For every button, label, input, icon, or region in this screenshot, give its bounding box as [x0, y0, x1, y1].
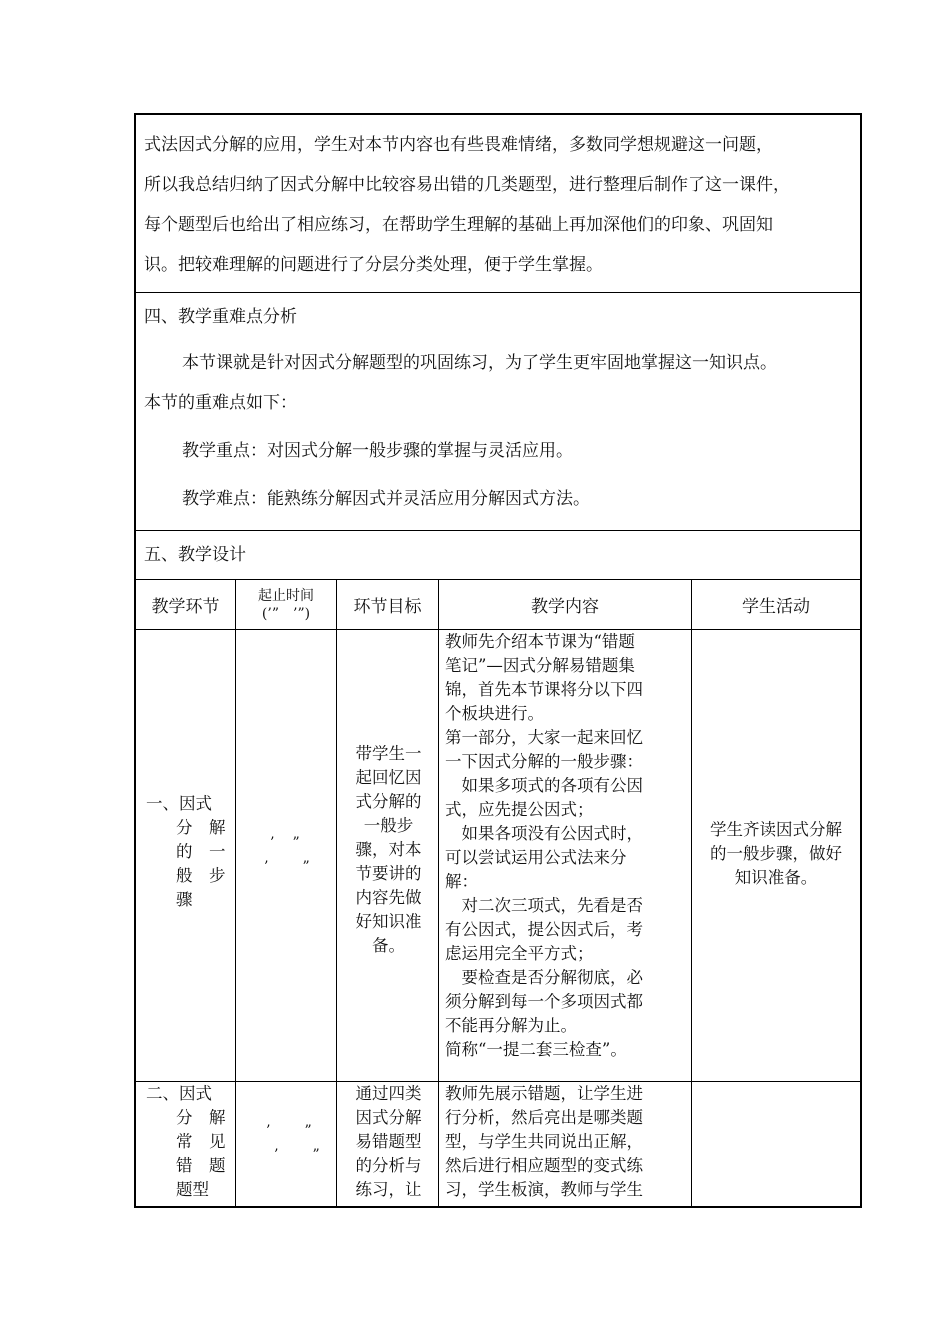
intro-line: 每个题型后也给出了相应练习，在帮助学生理解的基础上再加深他们的印象、巩固知	[144, 215, 773, 235]
time-cell: ’ ” ’ ”	[236, 630, 337, 1081]
time-cell: ’ ” ’ ”	[236, 1082, 337, 1208]
stage-cell: 一、因式 分 解 的 一 般 步 骤	[146, 794, 226, 909]
intro-line: 所以我总结归纳了因式分解中比较容易出错的几类题型，进行整理后制作了这一课件，	[144, 175, 790, 195]
difficult-point: 教学难点：能熟练分解因式并灵活应用分解因式方法。	[182, 489, 590, 509]
intro-section	[136, 115, 860, 293]
table-header-row	[136, 580, 860, 630]
activity-cell: 学生齐读因式分解 的一般步骤，做好 知识准备。	[710, 820, 842, 887]
intro-line: 式法因式分解的应用，学生对本节内容也有些畏难情绪，多数同学想规避这一问题，	[144, 135, 773, 155]
stage-cell: 二、因式 分 解 常 见 错 题 题型	[146, 1084, 226, 1199]
section-heading: 五、教学设计	[144, 545, 246, 565]
document-page	[134, 113, 862, 1208]
header-content: 教学内容	[439, 580, 692, 629]
section-heading: 四、教学重难点分析	[144, 307, 297, 327]
key-point: 教学重点：对因式分解一般步骤的掌握与灵活应用。	[182, 441, 573, 461]
table-row	[136, 1082, 860, 1208]
content-cell: 教师先介绍本节课为“错题 笔记”—因式分解易错题集 锦，首先本节课将分以下四 个板块进行。 第一部分，大家一起来回忆 一下因式分解的一般步骤： 如果多项式的各项有公因 式，应先提公因式； 如果各项没有公因式时， 可以尝试运用公式法来分 解： 对二次三项式，先看是否 有公因式，提公因式后，考 虑运用完全平方式； 要检查是否分解彻底，必 须分解到每一个多项因式都 不能再分解为止。 简称“一提二套三检查”。	[445, 632, 643, 1059]
header-stage: 教学环节	[136, 580, 236, 629]
section-key-points	[136, 293, 860, 531]
intro-line: 识。把较难理解的问题进行了分层分类处理，便于学生掌握。	[144, 255, 603, 275]
header-goal: 环节目标	[337, 580, 439, 629]
header-time: 起止时间 (’” ’”)	[236, 580, 337, 629]
section-design	[136, 531, 860, 580]
activity-cell	[692, 1082, 860, 1208]
goal-cell: 通过四类 因式分解 易错题型 的分析与 练习，让	[355, 1084, 422, 1199]
section-paragraph: 本节课就是针对因式分解题型的巩固练习，为了学生更牢固地掌握这一知识点。	[182, 353, 777, 373]
content-cell: 教师先展示错题，让学生进 行分析，然后亮出是哪类题 型，与学生共同说出正解， 然后进行相应题型的变式练 习，学生板演，教师与学生	[445, 1084, 643, 1199]
table-row	[136, 630, 860, 1082]
section-paragraph: 本节的重难点如下：	[144, 393, 297, 413]
goal-cell: 带学生一 起回忆因 式分解的 一般步 骤，对本 节要讲的 内容先做 好知识准 备。	[355, 744, 422, 955]
header-activity: 学生活动	[742, 597, 810, 617]
